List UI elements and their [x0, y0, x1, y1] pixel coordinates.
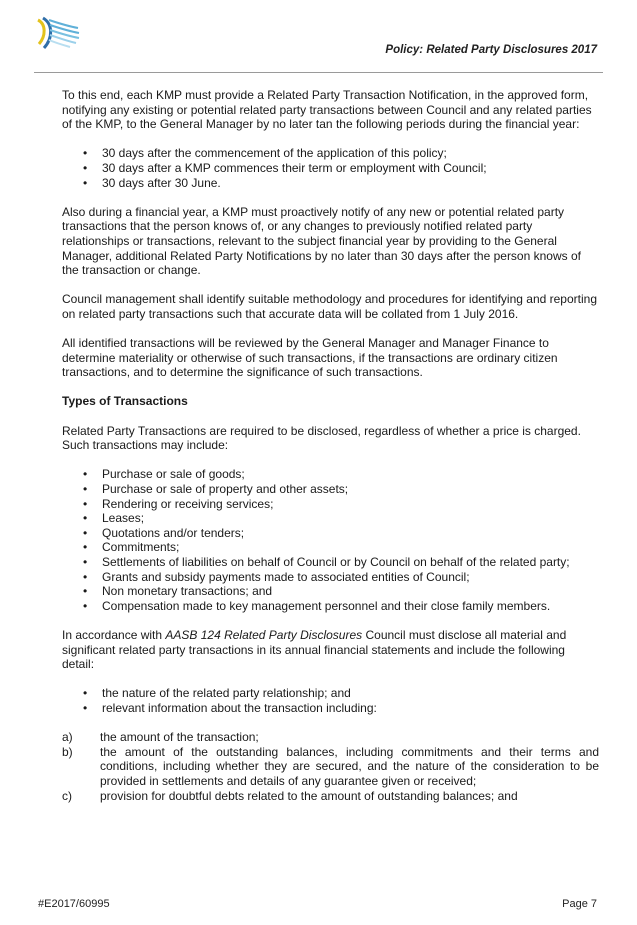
page-body	[62, 88, 599, 803]
notification-periods-list	[62, 146, 599, 190]
paragraph-methodology: Council management shall identify suitable methodology and procedures for identifying and reporting on related party transactions such that accurate data will be collated from 1 July 2016.	[62, 292, 597, 321]
paragraph-review: All identified transactions will be reviewed by the General Manager and Manager Finance to determine materiality or otherwise of such transactions, if the transactions are ordinary citizen transactions, and to determine the significance of such transactions.	[62, 336, 558, 380]
list-item: • Grants and subsidy payments made to associated entities of Council;	[62, 570, 599, 585]
list-item: • Settlements of liabilities on behalf of Council or by Council on behalf of the related party;	[62, 555, 599, 570]
list-item: • 30 days after a KMP commences their term or employment with Council;	[62, 161, 599, 176]
list-item: • relevant information about the transaction including:	[62, 701, 599, 716]
list-marker: a)	[62, 730, 73, 745]
aasb-standard-name: AASB 124 Related Party Disclosures	[165, 627, 363, 642]
types-intro: Related Party Transactions are required to be disclosed, regardless of whether a price is charged. Such transactions may include:	[62, 423, 581, 453]
logo-yellow-wave	[38, 20, 44, 44]
header-divider	[34, 72, 603, 73]
list-item: • Rendering or receiving services;	[62, 497, 599, 512]
aasb-lead: In accordance with	[62, 627, 166, 642]
list-text: the amount of the outstanding balances, including commitments and their terms and conditions, including whether they are secured, and the nature of the consideration to be provided in settlements and details of any guarantee given or received;	[100, 744, 599, 788]
page-number: Page 7	[562, 898, 597, 910]
list-item: • 30 days after the commencement of the application of this policy;	[62, 146, 599, 161]
list-marker: b)	[62, 744, 73, 759]
disclosure-detail-list	[62, 686, 599, 715]
list-item: • Commitments;	[62, 540, 599, 555]
aasb-paragraph	[62, 628, 599, 672]
paragraph-ongoing-notification: Also during a financial year, a KMP must proactively notify of any new or potential related party transactions that the person knows of, or any changes to previously notified related party relationships or transactions, relevant to the subject financial year by providing to the General Manager, additional Related Party Notifications by no later than 30 days after the person knows of the transaction or change.	[62, 204, 581, 278]
transaction-info-list	[62, 730, 599, 803]
council-logo	[34, 14, 82, 56]
list-item	[62, 789, 599, 804]
list-item: • Compensation made to key management personnel and their close family members.	[62, 599, 599, 614]
list-text: the amount of the transaction;	[100, 730, 259, 745]
list-item	[62, 730, 599, 745]
document-reference: #E2017/60995	[38, 898, 110, 910]
list-item: • Leases;	[62, 511, 599, 526]
list-item: • Purchase or sale of goods;	[62, 467, 599, 482]
list-item: • Purchase or sale of property and other assets;	[62, 482, 599, 497]
list-item: • 30 days after 30 June.	[62, 176, 599, 191]
transaction-types-list	[62, 467, 599, 613]
list-item: • Non monetary transactions; and	[62, 584, 599, 599]
list-marker: c)	[62, 788, 72, 803]
list-item: • Quotations and/or tenders;	[62, 526, 599, 541]
document-title: Policy: Related Party Disclosures 2017	[385, 44, 597, 56]
section-heading-types: Types of Transactions	[62, 394, 188, 409]
intro-paragraph: To this end, each KMP must provide a Related Party Transaction Notification, in the approved form, notifying any existing or potential related party transactions between Council and any related parties of the KMP, to the General Manager by no later tan the following periods during the financial year:	[62, 88, 592, 132]
aasb-tail: Council must disclose all material and significant related party transactions in its annual financial statements and include the following detail:	[62, 627, 567, 672]
list-item: • the nature of the related party relationship; and	[62, 686, 599, 701]
list-item	[62, 745, 599, 789]
list-text: provision for doubtful debts related to the amount of outstanding balances; and	[100, 788, 518, 803]
